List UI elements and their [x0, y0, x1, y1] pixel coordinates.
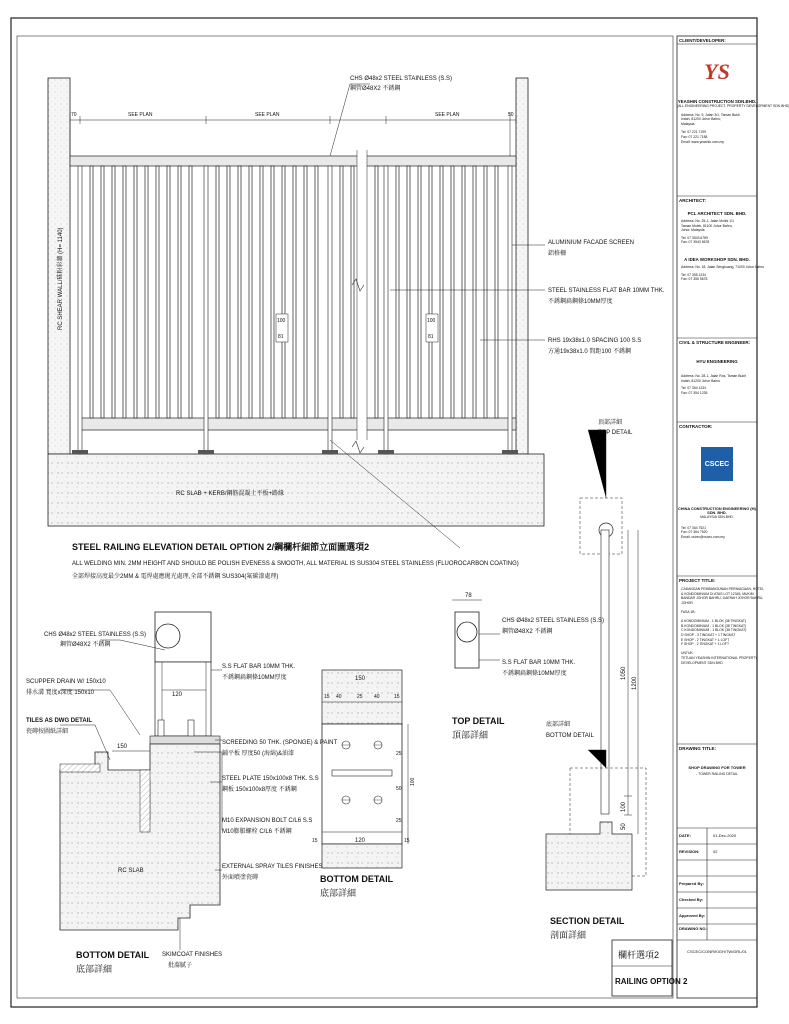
- date-label: DATE:: [679, 833, 691, 838]
- client-section: [677, 38, 789, 144]
- dim-label: 40: [336, 694, 342, 700]
- project-line: UNTUK:: [681, 651, 694, 656]
- drawing-title-header: DRAWING TITLE:: [679, 746, 716, 751]
- baluster: [249, 166, 252, 418]
- baluster: [451, 166, 454, 418]
- baluster: [167, 166, 170, 418]
- workshop-name: A IDEA WORKSHOP SDN. BHD.: [684, 256, 750, 262]
- client-contact-line: Tel: 07 221 7199: [681, 130, 707, 135]
- contractor-subtitle: MALAYSIA SDN.BHD.: [700, 515, 734, 519]
- client-subtitle: (ALL ENGINEERING PROJECT, PROPERTY DEVELOPMENT SDN BHD): [677, 104, 789, 108]
- architect-address-line: Johor, Malaysia: [681, 228, 705, 233]
- flat-bar-note-cn: 不銹鋼扁鋼條10MM厚度: [548, 299, 613, 305]
- baluster: [418, 166, 421, 418]
- baluster: [396, 166, 399, 418]
- dim-label: 120: [172, 692, 183, 698]
- revision-row: [677, 844, 757, 860]
- chs-note-cn: 鋼管Ø48X2 不銹鋼: [502, 629, 553, 635]
- contractor-contact-line: Fax: 07 364 7520: [681, 530, 708, 535]
- flat-bar-note: S.S FLAT BAR 10MM THK.: [222, 664, 296, 670]
- baluster: [101, 166, 104, 418]
- baluster: [473, 166, 476, 418]
- client-logo: [677, 59, 757, 85]
- dim-label: 120: [355, 838, 366, 844]
- flat-bar-note: STEEL STAINLESS FLAT BAR 10MM THK.: [548, 288, 665, 294]
- bottom-detail-title: BOTTOM DETAIL: [76, 950, 150, 960]
- bottom-detail-title: BOTTOM DETAIL: [320, 874, 394, 884]
- baluster: [495, 166, 498, 418]
- dim-label: 1050: [621, 666, 627, 680]
- right-wall: [516, 78, 528, 454]
- baluster: [429, 166, 432, 418]
- section-detail-title-cn: 剖面詳細: [550, 930, 587, 940]
- project-line: A KONDOMINIUM - 1 BLOK (38 TINGKAT): [681, 619, 747, 624]
- contractor-section: [677, 424, 757, 539]
- project-line: E SHOP - 2 TINGKAT + 1 LOFT: [681, 637, 730, 642]
- project-header: PROJECT TITLE:: [679, 578, 716, 583]
- prepared-row: [677, 876, 757, 892]
- baluster: [271, 166, 274, 418]
- project-line: & KONDOMINIUM DI ATAS LOT 12345, MUKIM: [681, 591, 754, 596]
- client-address-line: Indah, 81200 Johor Bahru,: [681, 117, 722, 122]
- contractor-logo-text: CSCEC: [704, 460, 730, 468]
- flat-bar-note: S.S FLAT BAR 10MM THK.: [502, 660, 576, 666]
- skimcoat-note: SKIMCOAT FINISHES: [162, 952, 223, 958]
- chs-note-cn: 鋼管Ø48X2 不銹鋼: [60, 642, 111, 648]
- dim-label: 50: [508, 112, 514, 118]
- baluster: [340, 166, 343, 418]
- top-detail-ref: 頂部詳細: [598, 420, 623, 426]
- approved-row: [677, 908, 757, 924]
- dim-label: 50: [396, 786, 402, 792]
- post: [204, 166, 208, 454]
- rhs-note: RHS 19x38x1.0 SPACING 100 S.S: [548, 338, 642, 344]
- dim-label: 25: [396, 751, 402, 757]
- see-plan-label: SEE PLAN: [128, 112, 153, 118]
- engineer-name: HYU ENGINEERING: [696, 359, 738, 364]
- slab-label: RC SLAB + KERB/鋼筋混凝土平板+路緣: [176, 491, 285, 497]
- contractor-name: CHINA CONSTRUCTION ENGINEERING (M) SDN. BHD.: [678, 507, 756, 515]
- chs-note: CHS Ø48x2 STEEL STAINLESS (S.S): [502, 618, 605, 624]
- project-line: F SHOP - 2 TINGKAT + 1 LOFT: [681, 642, 730, 647]
- baluster: [90, 166, 93, 418]
- baluster: [123, 166, 126, 418]
- spacing-dim: 100: [277, 318, 286, 324]
- project-line: DEVELOPMENT SDN BHD: [681, 660, 723, 665]
- drawing-no-section: [677, 926, 757, 954]
- baluster: [304, 166, 307, 418]
- date-value: 01-Dec-2020: [713, 833, 737, 838]
- option-stamp-cn: 欄杆選項2: [618, 950, 660, 960]
- bottom-detail-title-cn: 底部詳細: [320, 888, 357, 898]
- post: [328, 166, 332, 454]
- baluster: [260, 166, 263, 418]
- engineer-section: [677, 340, 757, 395]
- prepared-label: Prepared By:: [679, 881, 704, 886]
- drawing-title-section: [677, 746, 757, 777]
- baluster: [484, 166, 487, 418]
- dim-label: 100: [621, 801, 627, 812]
- architect-name: PCL ARCHITECT SDN. BHD.: [687, 211, 747, 216]
- top-rail: [70, 156, 516, 166]
- engineer-contact-line: Fax: 07 354 1235: [681, 390, 708, 395]
- top-detail-ref: TOP DETAIL: [598, 430, 633, 436]
- project-line: D SHOP - 3 TINGKAT + 1 TINGKAT: [681, 632, 736, 637]
- contractor-contact-line: Email: cscec@cscec.com.my: [681, 534, 725, 539]
- flat-bar-note-cn: 不銹鋼扁鋼條10MM厚度: [502, 671, 567, 677]
- spacing-dim: 100: [427, 318, 436, 324]
- rc-slab: [48, 454, 544, 526]
- baluster: [282, 166, 285, 418]
- project-line: FASA 1B:: [681, 609, 696, 614]
- architect-address-line: Address: No. 25-1, Jalan Molek 1/1: [681, 219, 734, 223]
- dim-label: 40: [374, 694, 380, 700]
- dim-label: 150: [355, 676, 366, 682]
- section-detail-title: SECTION DETAIL: [550, 916, 625, 926]
- client-address-line: Address: No. 9, Jalan 3/1, Taman Bukit: [681, 112, 740, 117]
- screeding-note-cn: 鋪平板 厚度50 (海綿)&油漆: [222, 751, 295, 757]
- general-note-cn: 全部焊接高度最少2MM & 電焊處應拋光處理,全部不銹鋼 SUS304(氟碳漆處理): [72, 574, 279, 580]
- drawing-no-label: DRAWING NO.:: [679, 926, 708, 931]
- project-line: CADANGAN PEMBANGUNAN PERNIAGAAN, HOTEL: [681, 587, 765, 591]
- top-detail-title-cn: 頂部詳細: [452, 730, 489, 740]
- tiles-note: TILES AS DWG DETAIL: [26, 718, 92, 724]
- see-plan-label: SEE PLAN: [435, 112, 460, 118]
- option-stamp-en: RAILING OPTION 2: [615, 977, 688, 986]
- bottom-detail-title-cn: 底部詳細: [76, 964, 113, 974]
- baluster: [134, 166, 137, 418]
- bolt-note-cn: M10膨脹螺栓 C/L6 不銹鋼: [222, 829, 292, 835]
- revision-label: REVISION:: [679, 849, 700, 854]
- project-section: [677, 578, 765, 665]
- baluster: [216, 166, 219, 418]
- dim-label: 25: [357, 694, 363, 700]
- project-description: [677, 587, 765, 665]
- revision-value: 02: [713, 849, 718, 854]
- facade-note: ALUMINIUM FACADE SCREEN: [548, 240, 635, 246]
- spray-note: EXTERNAL SPRAY TILES FINISHES: [222, 864, 323, 870]
- engineer-contact-line: Tel: 07 354 1234: [681, 386, 707, 391]
- project-line: TETUAN YEASHIN INTERNATIONAL PROPERTY: [681, 655, 758, 660]
- baluster: [375, 166, 378, 418]
- bolt-note: M10 EXPANSION BOLT C/L6 S.S: [222, 818, 313, 824]
- baluster: [462, 166, 465, 418]
- dim-label: 15: [404, 838, 410, 844]
- dim-label: 70: [71, 112, 77, 118]
- tiles-note-cn: 瓷磚按圖紙詳細: [26, 729, 69, 735]
- drawing-subtitle: - TOWER RAILING DETAIL: [696, 772, 738, 776]
- approved-label: Approved By:: [679, 913, 706, 918]
- baluster: [156, 166, 159, 418]
- baluster: [315, 166, 318, 418]
- client-address-line: Malaysia: [681, 121, 695, 126]
- dim-label: 15: [312, 838, 318, 844]
- screeding-note: SCREEDING 50 THK. (SPONGE) & PAINT: [222, 740, 338, 746]
- baluster-group: [90, 166, 498, 418]
- option-stamp-frame: [612, 940, 672, 996]
- post: [78, 166, 82, 454]
- wall-label: RC SHEAR WALL/硃粉彩牆 (H= 1140): [58, 227, 64, 330]
- spacing-dim: 81: [428, 334, 434, 340]
- dim-label: 78: [465, 593, 472, 599]
- spacing-dim: 81: [278, 334, 284, 340]
- baluster: [189, 166, 192, 418]
- engineer-address-line: Indah, 81200 Johor Bahru: [681, 378, 721, 383]
- checked-label: Checked By:: [679, 897, 704, 902]
- architect-section: [677, 198, 765, 282]
- workshop-address-line: Address: No. 18, Jalan Sengkuang, 71000 Johor Bahru: [681, 264, 765, 269]
- architect-header: ARCHITECT:: [679, 198, 706, 203]
- contractor-header: CONTRACTOR:: [679, 424, 713, 429]
- dim-label: 50: [621, 823, 627, 830]
- baluster: [112, 166, 115, 418]
- client-contact-line: Fax: 07 221 7188: [681, 134, 708, 139]
- flat-bar-note-cn: 不銹鋼扁鋼條10MM厚度: [222, 675, 287, 681]
- bottom-detail-ref: 底部詳細: [546, 722, 571, 728]
- project-line: B KONDOMINIUM - 1 BLOK (38 TINGKAT): [681, 623, 747, 628]
- drawing-title: SHOP DRAWING FOR TOWER: [688, 765, 746, 770]
- baluster: [238, 166, 241, 418]
- architect-address-line: Taman Molek, 81100 Johor Bahru,: [681, 223, 733, 228]
- dim-label: 150: [117, 744, 128, 750]
- general-note: ALL WELDING MIN. 2MM HEIGHT AND SHOULD BE POLISH EVENESS & SMOOTH, ALL MATERIAL IS SUS304 STEEL STAINLESS (FLUOROCARBON COATING): [72, 561, 519, 567]
- baluster: [407, 166, 410, 418]
- dim-label: 1200: [632, 676, 638, 690]
- chs-note: CHS Ø48x2 STEEL STAINLESS (S.S): [44, 632, 147, 638]
- drawing-no: CSCEC/CONR/KIGH/TW/DRL/01: [687, 949, 747, 954]
- client-contact-line: Email: www.yeashin.com.my: [681, 139, 724, 144]
- elevation-title: STEEL RAILING ELEVATION DETAIL OPTION 2/鋼欄杆細節立面圖選項2: [72, 542, 370, 552]
- post: [384, 166, 388, 454]
- rc-slab-label: RC SLAB: [118, 868, 144, 874]
- logo-text: YS: [704, 59, 730, 84]
- post: [508, 166, 512, 454]
- baluster: [440, 166, 443, 418]
- dim-label: 100: [410, 777, 416, 786]
- bottom-detail-ref: BOTTOM DETAIL: [546, 733, 594, 739]
- contractor-contact-line: Tel: 07 364 7521: [681, 525, 707, 530]
- baluster: [178, 166, 181, 418]
- bottom-rail: [80, 418, 516, 430]
- baluster: [351, 166, 354, 418]
- engineer-address-line: Address: No. 28-1, Jalan Ros, Taman Bukit: [681, 374, 746, 378]
- architect-contact-line: Fax: 07 3543 5678: [681, 240, 710, 245]
- contractor-logo: [701, 447, 733, 481]
- date-row: [677, 828, 757, 844]
- client-name: YEASHIN CONSTRUCTION SDN.BHD.: [677, 99, 757, 104]
- see-plan-label: SEE PLAN: [255, 112, 280, 118]
- top-detail-drawing: [452, 600, 500, 668]
- dim-label: 15: [394, 694, 400, 700]
- architect-contact-line: Tel: 07 3543 6789: [681, 235, 708, 240]
- project-line: C KONDOMINIUM - 1 BLOK (38 TINGKAT): [681, 628, 747, 633]
- project-line: BANDAR JOHOR BAHRU, DAERAH JOHOR BAHRU,: [681, 596, 764, 601]
- dim-label: 25: [396, 818, 402, 824]
- chs-note: CHS Ø48x2 STEEL STAINLESS (S.S): [350, 76, 453, 82]
- checked-row: [677, 892, 757, 908]
- skimcoat-note-cn: 批蕩膩子: [168, 963, 193, 969]
- railing-elevation: [48, 78, 545, 548]
- top-detail-title: TOP DETAIL: [452, 716, 505, 726]
- scupper-note: SCUPPER DRAIN W/ 150x10: [26, 679, 106, 685]
- plate-note-cn: 鋼板 150x100x8厚度 不銹鋼: [222, 787, 297, 793]
- scupper-note-cn: 排水溝 寬度x深度 150x10: [26, 690, 95, 696]
- workshop-contact-line: Fax: 07 355 5678: [681, 277, 708, 282]
- engineer-header: CIVIL & STRUCTURE ENGINEER:: [679, 340, 751, 345]
- spray-note-cn: 外面噴塗瓷磚: [222, 875, 259, 881]
- baluster: [145, 166, 148, 418]
- plate-note: STEEL PLATE 150x100x8 THK. S.S: [222, 776, 319, 782]
- dim-label: 15: [324, 694, 330, 700]
- project-line: JOHOR: [681, 600, 693, 605]
- client-header: CLIENT/DEVELOPER:: [679, 38, 726, 43]
- facade-note-cn: 鋁格柵: [548, 251, 567, 257]
- workshop-contact-line: Tel: 07 355 1234: [681, 272, 707, 277]
- baluster: [227, 166, 230, 418]
- chs-note-cn: 鋼管Ø48X2 不銹鋼: [350, 86, 401, 92]
- bottom-detail-left-drawing: [60, 612, 222, 950]
- baluster: [293, 166, 296, 418]
- rhs-note-cn: 方通19x38x1.0 間距100 不銹鋼: [548, 349, 632, 355]
